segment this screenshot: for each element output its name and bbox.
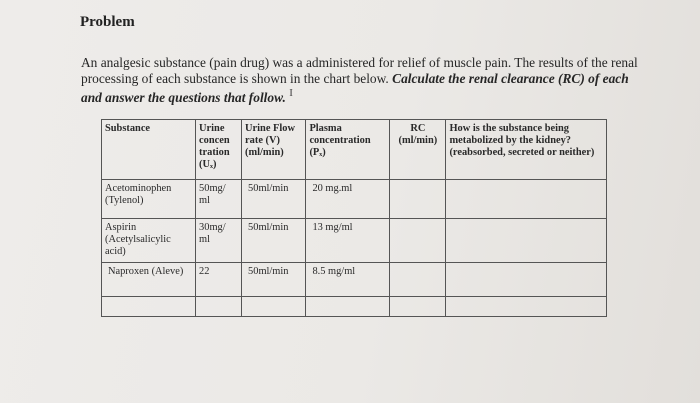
cell-plasma-concentration: 8.5 mg/ml — [306, 263, 390, 297]
problem-instruction: Calculate the renal clearance (RC) of each and answer the questions that follow. — [81, 70, 629, 105]
page-heading: Problem — [80, 14, 135, 30]
cell-renal-clearance — [390, 219, 446, 263]
table-row — [102, 263, 607, 297]
header-urine-concentration: Urine concen tration (Uₓ) — [196, 120, 242, 180]
cell-plasma-concentration: 13 mg/ml — [306, 219, 390, 263]
cell-urine-flow-rate — [242, 297, 306, 317]
table-row — [102, 297, 607, 317]
header-renal-clearance: RC (ml/min) — [390, 120, 446, 180]
cell-metabolism-answer — [446, 219, 607, 263]
cell-substance — [102, 297, 196, 317]
cell-urine-flow-rate: 50ml/min — [242, 180, 306, 219]
cell-renal-clearance — [390, 263, 446, 297]
cell-renal-clearance — [390, 180, 446, 219]
cell-renal-clearance — [390, 297, 446, 317]
cell-urine-flow-rate: 50ml/min — [242, 219, 306, 263]
problem-text: An analgesic substance (pain drug) was a administered for relief of muscle pain. The results of the renal processing of each substance is shown in the chart below. — [81, 55, 638, 86]
cell-urine-concentration: 50mg/ ml — [196, 180, 242, 219]
cell-plasma-concentration: 20 mg.ml — [306, 180, 390, 219]
cell-urine-flow-rate: 50ml/min — [242, 263, 306, 297]
cell-metabolism-answer — [446, 180, 607, 219]
renal-clearance-table — [101, 119, 607, 317]
cell-urine-concentration: 22 — [196, 263, 242, 297]
header-urine-flow-rate: Urine Flow rate (V) (ml/min) — [242, 120, 306, 180]
table-row — [102, 180, 607, 219]
cell-metabolism-answer — [446, 263, 607, 297]
problem-statement — [81, 55, 641, 106]
table-header-row — [102, 120, 607, 180]
cell-metabolism-answer — [446, 297, 607, 317]
header-substance: Substance — [102, 120, 196, 180]
table-row — [102, 219, 607, 263]
cell-urine-concentration: 30mg/ ml — [196, 219, 242, 263]
cell-substance: Naproxen (Aleve) — [102, 263, 196, 297]
cell-substance: Acetominophen (Tylenol) — [102, 180, 196, 219]
header-metabolism-question: How is the substance being metabolized by the kidney? (reabsorbed, secreted or neither) — [446, 120, 607, 180]
text-cursor-icon: I — [289, 87, 293, 99]
cell-substance: Aspirin (Acetylsalicylic acid) — [102, 219, 196, 263]
cell-plasma-concentration — [306, 297, 390, 317]
header-plasma-concentration: Plasma concentration (Pₓ) — [306, 120, 390, 180]
cell-urine-concentration — [196, 297, 242, 317]
